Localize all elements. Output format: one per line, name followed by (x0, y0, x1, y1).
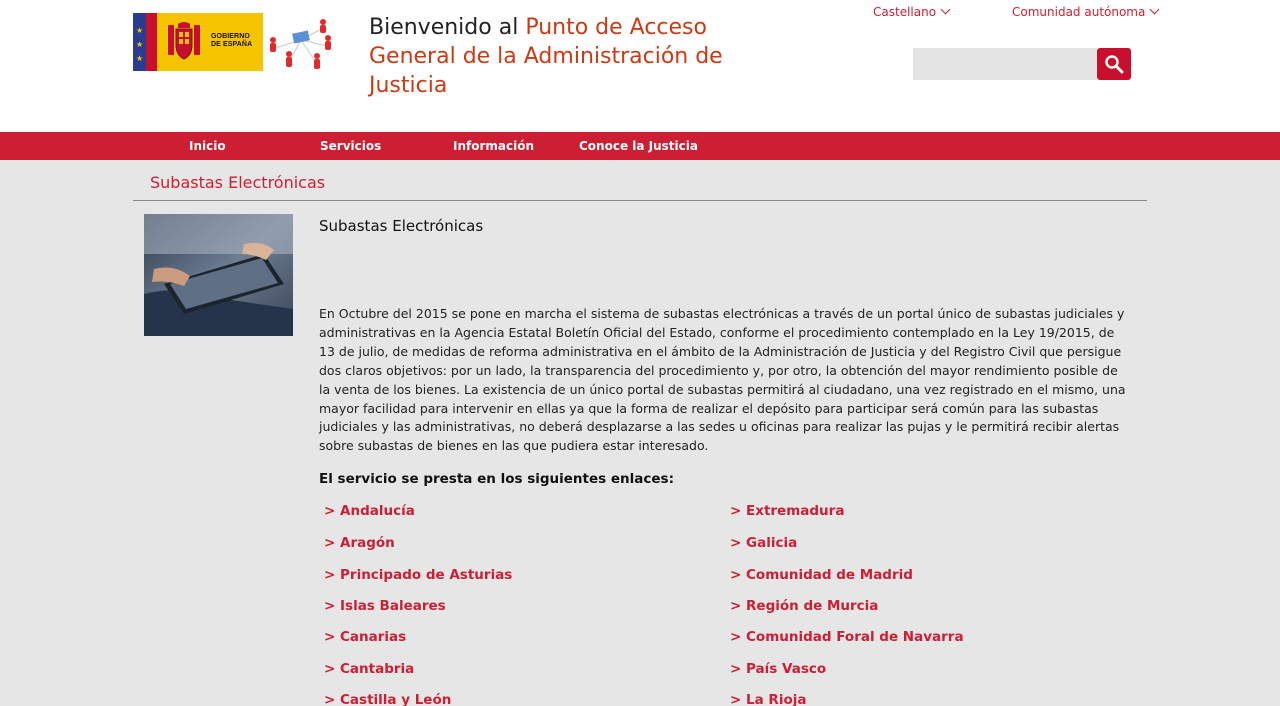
link-canarias[interactable]: > Canarias (324, 629, 407, 645)
page-title: Subastas Electrónicas (150, 173, 326, 192)
link-la-rioja[interactable]: > La Rioja (730, 692, 807, 706)
nav-item-informacion[interactable]: Información (453, 139, 535, 153)
nav-item-servicios[interactable]: Servicios (320, 139, 382, 153)
main-nav (0, 132, 1280, 160)
welcome-title (369, 13, 749, 100)
link-aragon[interactable]: > Aragón (324, 535, 395, 551)
tablet-photo (144, 214, 293, 336)
header (0, 0, 1280, 132)
link-region-de-murcia[interactable]: > Región de Murcia (730, 598, 879, 614)
network-people-icon (265, 18, 337, 72)
links-heading: El servicio se presta en los siguientes enlaces: (319, 471, 674, 487)
link-pais-vasco[interactable]: > País Vasco (730, 661, 827, 677)
link-islas-baleares[interactable]: > Islas Baleares (324, 598, 446, 614)
search-input[interactable] (913, 48, 1097, 80)
language-select[interactable] (873, 5, 949, 19)
language-label: Castellano (873, 5, 937, 19)
link-navarra[interactable]: > Comunidad Foral de Navarra (730, 629, 964, 645)
link-comunidad-de-madrid[interactable]: > Comunidad de Madrid (730, 567, 913, 583)
divider (133, 200, 1147, 201)
welcome-prefix: Bienvenido al (369, 15, 526, 40)
gov-logo-text: GOBIERNO DE ESPAÑA (211, 33, 253, 48)
search-button[interactable] (1097, 48, 1131, 80)
link-cantabria[interactable]: > Cantabria (324, 661, 415, 677)
coat-of-arms-icon (166, 21, 202, 63)
nav-item-inicio[interactable]: Inicio (189, 139, 226, 153)
nav-item-conoce-la-justicia[interactable]: Conoce la Justicia (579, 139, 698, 153)
link-asturias[interactable]: > Principado de Asturias (324, 567, 513, 583)
eu-flag-stripe: ★ ★ ★ (133, 13, 157, 71)
gobierno-de-espana-logo[interactable] (133, 13, 263, 71)
region-label: Comunidad autónoma (1012, 5, 1146, 19)
search-icon (1104, 54, 1124, 74)
chevron-down-icon (941, 5, 951, 15)
article-body: En Octubre del 2015 se pone en marcha el sistema de subastas electrónicas a través de un portal único de subastas judiciales y administrativas en la Agencia Estatal Boletín Oficial del Estado, conforme el procedimiento contemplado en la Ley 19/2015, de 13 de julio, de medidas de reforma administrativa en el ámbito de la Administración de Justicia y del Registro Civil que persigue dos claros objetivos: por un lado, la transparencia del procedimiento y, por otro, la obtención del mayor rendimiento posible de la venta de los bienes. La existencia de un único portal de subastas permitirá al ciudadano, una vez registrado en el mismo, una mayor facilidad para intervenir en ellas ya que la forma de realizar el depósito para participar será común para las subastas judiciales y las administrativas, no deberá desplazarse a las sedes u oficinas para realizar las pujas y le permitirá recibir alertas sobre subastas de bienes en las que pudiera estar interesado. (319, 306, 1126, 454)
article-title: Subastas Electrónicas (319, 217, 484, 235)
link-extremadura[interactable]: > Extremadura (730, 503, 845, 519)
link-galicia[interactable]: > Galicia (730, 535, 798, 551)
link-castilla-y-leon[interactable]: > Castilla y León (324, 692, 452, 706)
chevron-down-icon (1150, 5, 1160, 15)
portal-name: Punto de Acceso General de la Administración de Justicia (369, 15, 723, 98)
region-select[interactable] (1012, 5, 1158, 19)
link-andalucia[interactable]: > Andalucía (324, 503, 415, 519)
